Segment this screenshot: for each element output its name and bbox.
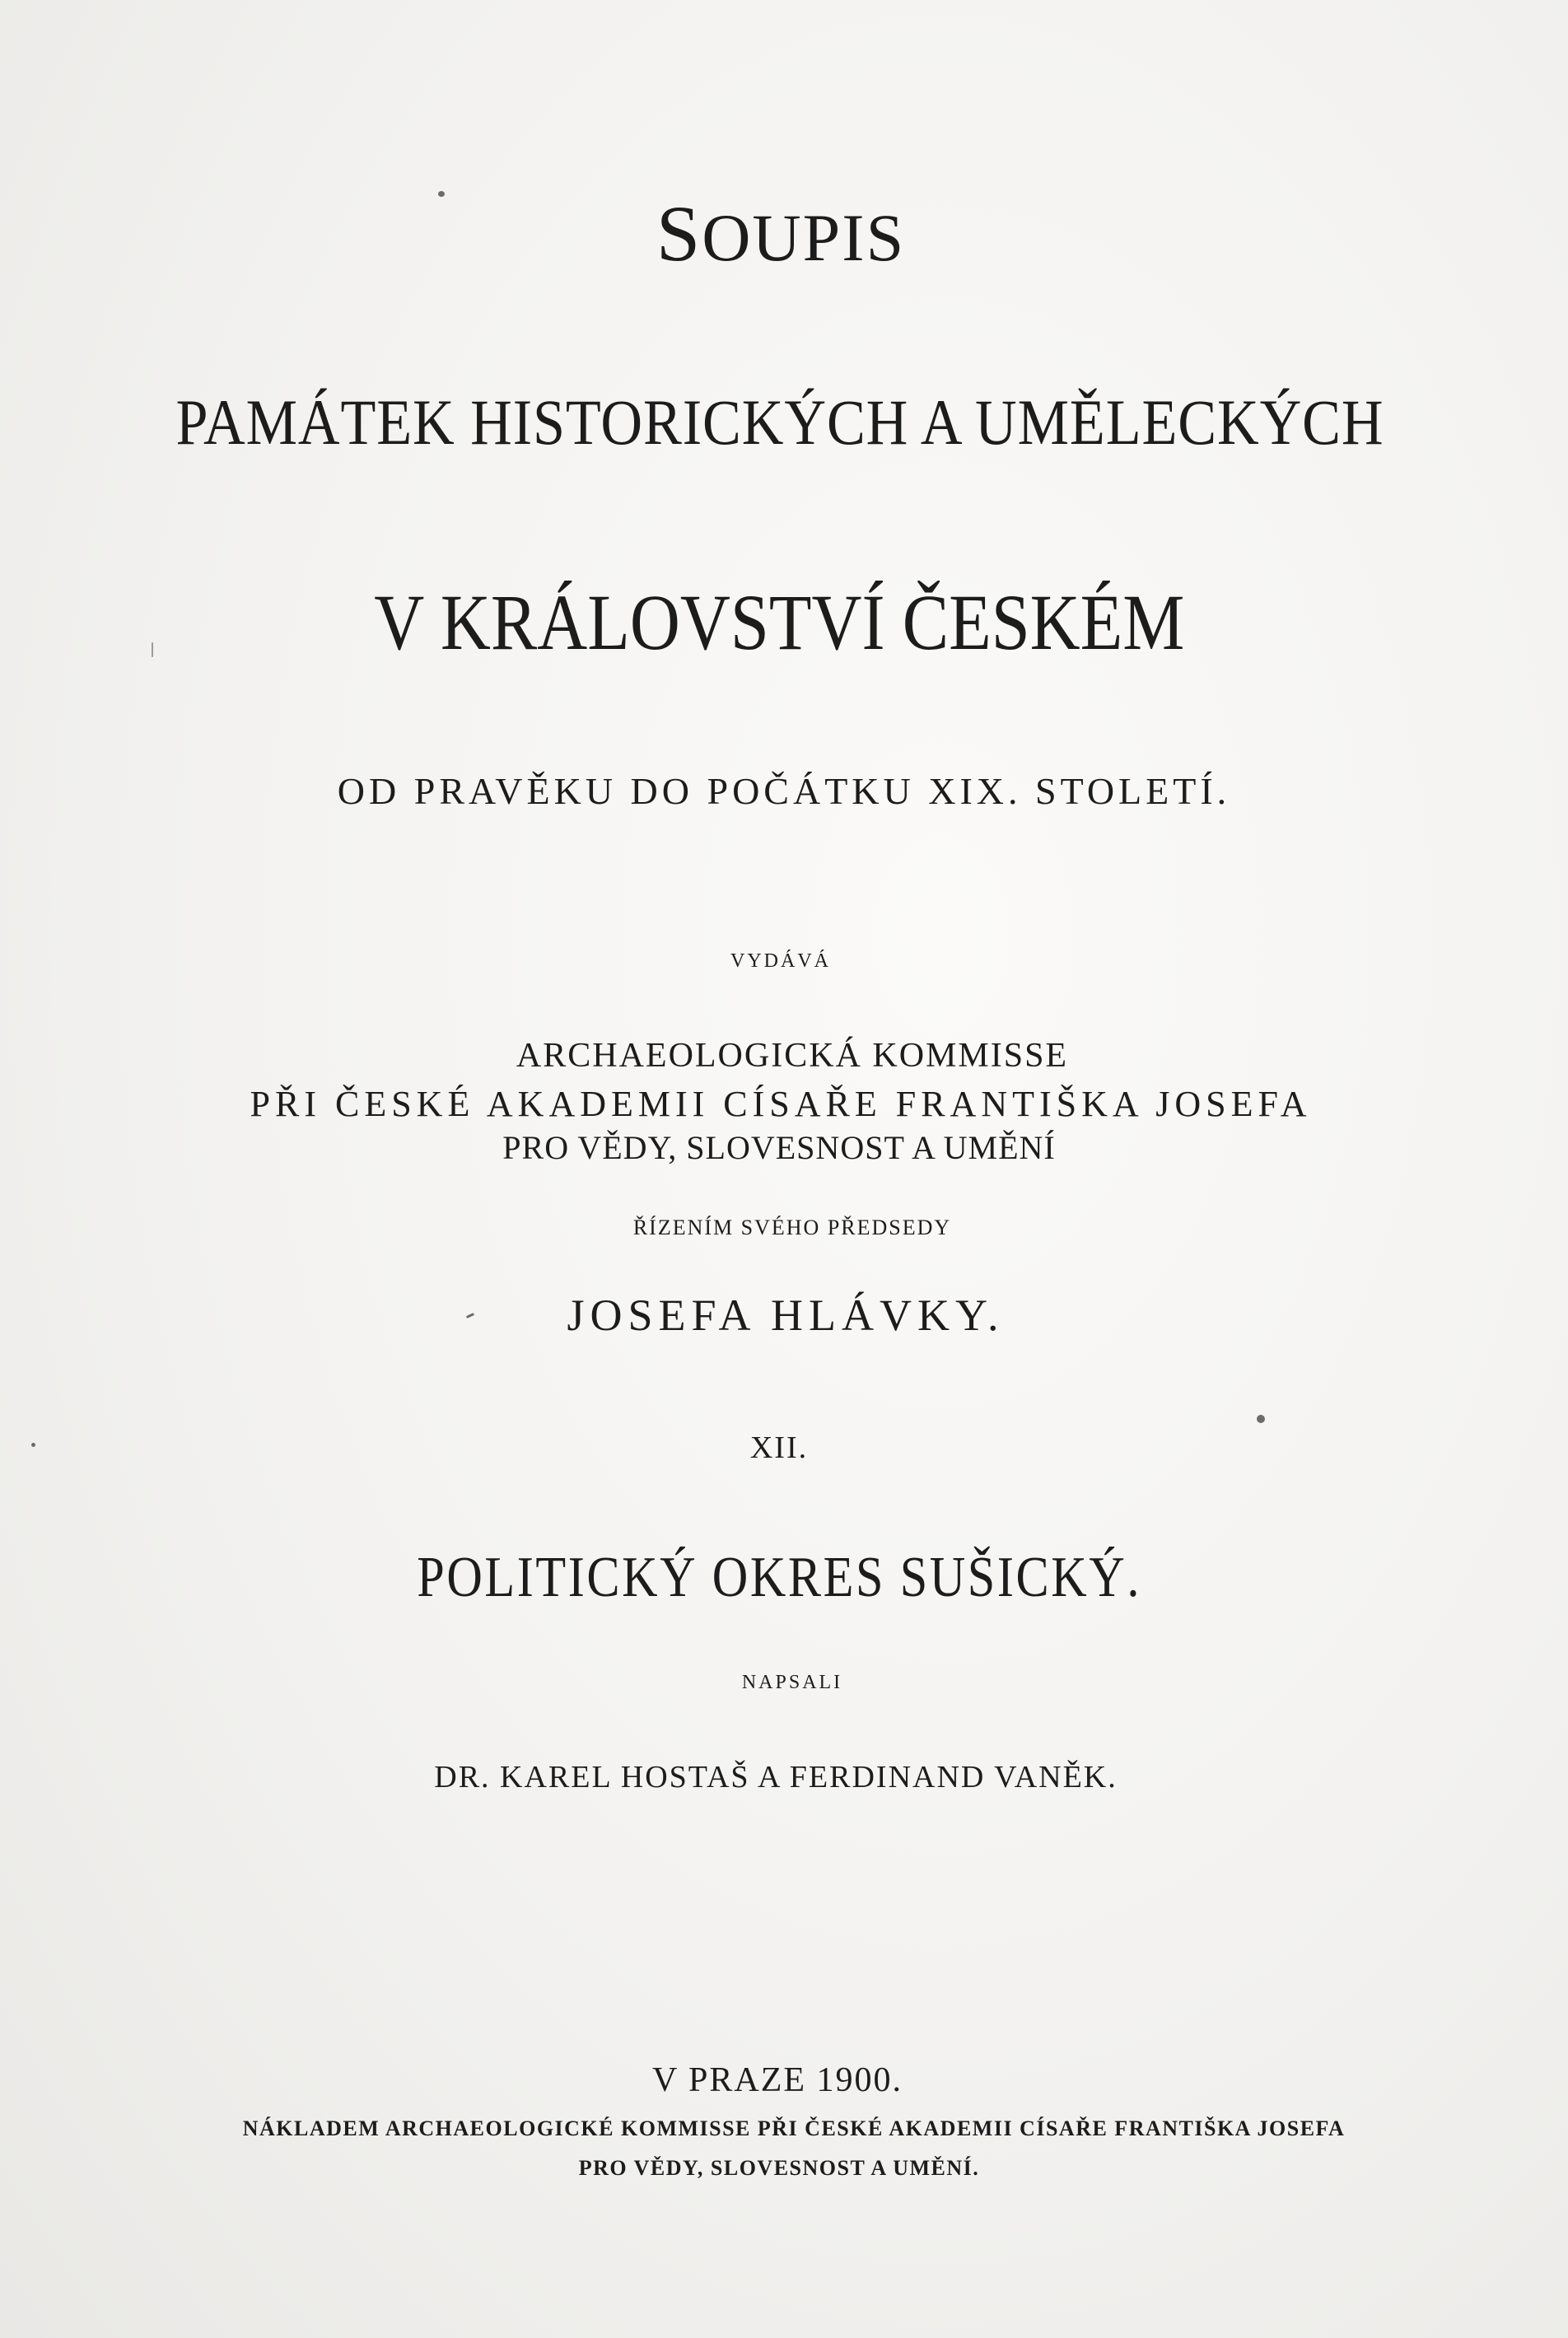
authors-intro: NAPSALI [741, 1672, 843, 1693]
period-line: OD PRAVĚKU DO POČÁTKU XIX. STOLETÍ. [337, 770, 1231, 812]
authors-names: DR. KAREL HOSTAŠ A FERDINAND VANĚK. [434, 1760, 1118, 1794]
imprint-line-2: PRO VĚDY, SLOVESNOST A UMĚNÍ. [578, 2156, 980, 2180]
paper-speck [1257, 1415, 1265, 1423]
publisher-intro: VYDÁVÁ [730, 950, 831, 972]
main-title-initial: S [656, 189, 702, 278]
volume-number: XII. [749, 1430, 809, 1465]
paper-speck [152, 642, 153, 657]
paper-speck [31, 1443, 35, 1447]
district-title: POLITICKÝ OKRES SUŠICKÝ. [417, 1546, 1141, 1609]
paper-speck [438, 191, 445, 197]
publisher-line-1: ARCHAEOLOGICKÁ KOMMISSE [516, 1037, 1069, 1075]
subtitle-line-2: V KRÁLOVSTVÍ ČESKÉM [374, 578, 1185, 666]
imprint-line-1: NÁKLADEM ARCHAEOLOGICKÉ KOMMISSE PŘI ČESKÉ AKADEMII CÍSAŘE FRANTIŠKA JOSEFA [242, 2116, 1346, 2140]
main-title [0, 188, 1565, 279]
main-title-rest: OUPIS [702, 200, 906, 275]
imprint-place-year: V PRAZE 1900. [651, 2061, 903, 2099]
publisher-line-2: PŘI ČESKÉ AKADEMII CÍSAŘE FRANTIŠKA JOSEFA [250, 1084, 1312, 1124]
publisher-line-3: PRO VĚDY, SLOVESNOST A UMĚNÍ [502, 1129, 1056, 1166]
direction-intro: ŘÍZENÍM SVÉHO PŘEDSEDY [632, 1216, 952, 1239]
chairman-name: JOSEFA HLÁVKY. [567, 1290, 1005, 1340]
subtitle-line-1: PAMÁTEK HISTORICKÝCH A UMĚLECKÝCH [175, 386, 1384, 458]
